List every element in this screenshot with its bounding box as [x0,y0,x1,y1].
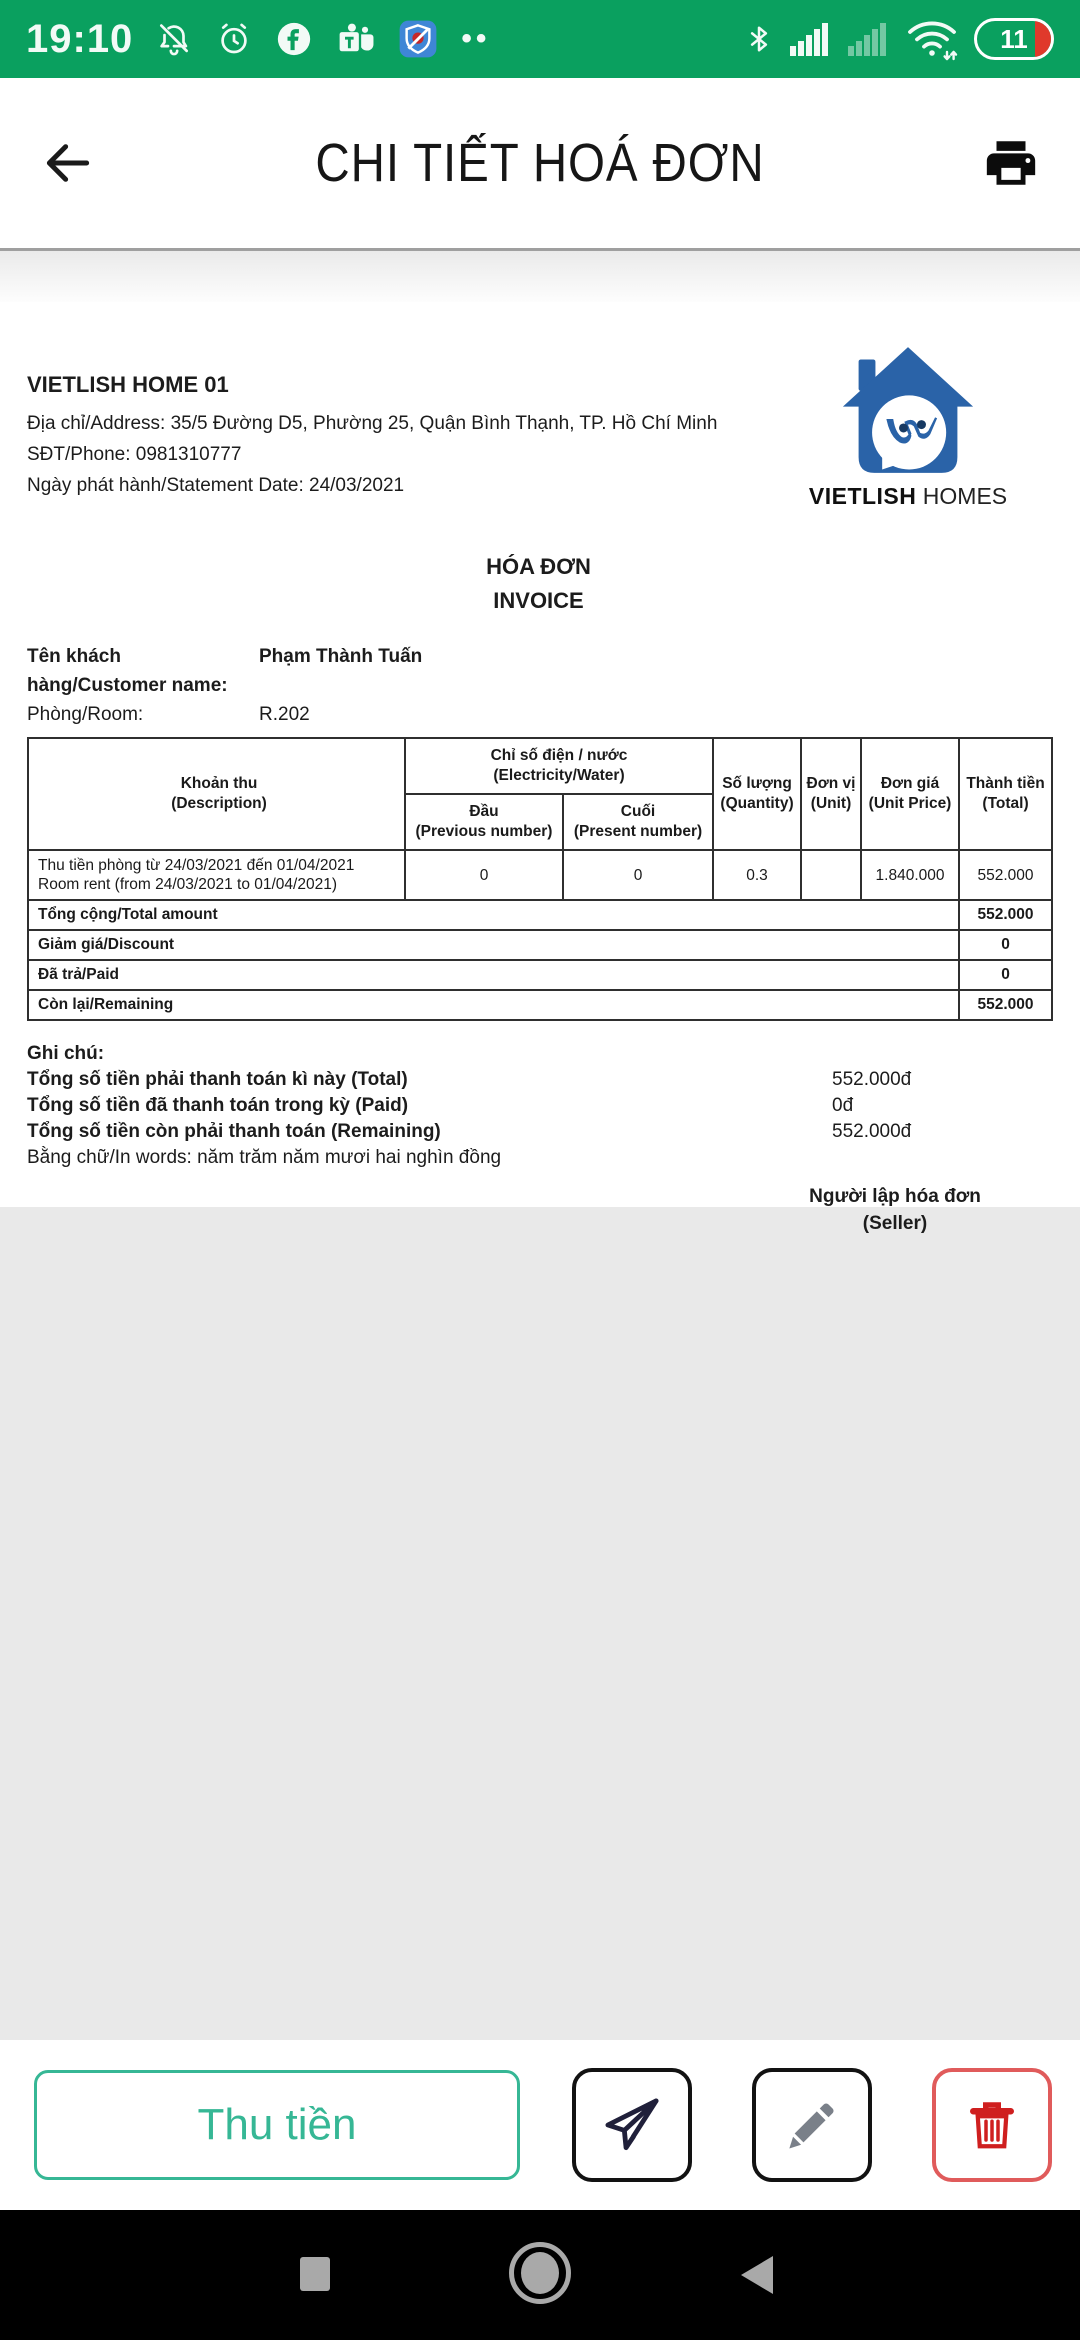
summary-row-total: Tổng cộng/Total amount 552.000 [28,900,1052,930]
row-description: Thu tiền phòng từ 24/03/2021 đến 01/04/2021 Room rent (from 24/03/2021 to 01/04/2021) [28,850,405,900]
note-line-paid: Tổng số tiền đã thanh toán trong kỳ (Paid) 0đ [27,1093,1050,1119]
customer-room-row [27,700,1050,729]
logo-wordmark [802,483,1014,510]
page-title: CHI TIẾT HOÁ ĐƠN [315,133,765,193]
delete-icon [962,2094,1022,2156]
customer-name-row [27,642,1050,700]
summary-row-paid: Đã trả/Paid 0 [28,960,1052,990]
summary-row-remaining: Còn lại/Remaining 552.000 [28,990,1052,1020]
company-info [27,372,802,510]
send-icon [598,2091,666,2159]
row-unit [801,850,861,900]
table-header-row-1 [28,738,1052,794]
customer-room-value: R.202 [259,704,310,725]
house-logo-icon [840,346,976,474]
note-value-remaining: 552.000đ [832,1121,912,1142]
note-value-paid: 0đ [832,1095,854,1116]
seller-title: Người lập hóa đơn [809,1186,981,1207]
col-total: Thành tiền (Total) [959,738,1052,850]
wifi-icon [906,17,958,61]
summary-row-discount: Giảm giá/Discount 0 [28,930,1052,960]
teams-icon [335,20,375,58]
company-phone: SĐT/Phone: 0981310777 [27,444,242,465]
signal-dim-icon [848,20,890,58]
company-logo [802,346,1014,510]
company-name: VIETLISH HOME 01 [27,372,229,397]
note-line-remaining: Tổng số tiền còn phải thanh toán (Remaining) 552.000đ [27,1119,1050,1145]
invoice-title-en: INVOICE [493,588,584,613]
customer-name-value: Phạm Thành Tuấn [259,646,423,667]
app-bar [0,78,1080,248]
logo-brand-light: HOMES [922,483,1008,509]
invoice-table [27,737,1053,1021]
col-description: Khoản thu (Description) [28,738,405,850]
edit-icon [780,2093,844,2157]
customer-room-label: Phòng/Room: [27,704,144,725]
action-bar [6,2040,1074,2210]
facebook-icon [275,20,313,58]
company-header [27,372,1050,510]
recents-square-icon[interactable] [300,2257,330,2291]
col-unit: Đơn vị (Unit) [801,738,861,850]
col-unit-price: Đơn giá (Unit Price) [861,738,959,850]
home-circle-icon[interactable] [509,2242,571,2304]
notes-title: Ghi chú: [27,1043,105,1064]
company-address: Địa chỉ/Address: 35/5 Đường D5, Phường 25, Quận Bình Thạnh, TP. Hồ Chí Minh [27,413,718,434]
notifications-off-icon [155,20,193,58]
customer-block [27,642,1050,729]
send-button[interactable] [572,2068,692,2182]
row-quantity: 0.3 [713,850,801,900]
seller-subtitle: (Seller) [862,1213,928,1234]
invoice-title [27,550,1050,618]
note-line-total: Tổng số tiền phải thanh toán kì này (Total) 552.000đ [27,1067,1050,1093]
delete-button[interactable] [932,2068,1052,2182]
battery-indicator [974,18,1054,60]
battery-low-fill [1035,21,1051,57]
status-bar [0,0,1080,78]
logo-brand-bold: VIETLISH [808,483,917,509]
row-unit-price: 1.840.000 [861,850,959,900]
overflow-dots: •• [461,22,491,55]
back-triangle-icon[interactable] [741,2256,773,2294]
edit-button[interactable] [752,2068,872,2182]
collect-money-button[interactable]: Thu tiền [34,2070,520,2180]
col-meter-group: Chỉ số điện / nước (Electricity/Water) [405,738,713,794]
amount-in-words: Bằng chữ/In words: năm trăm năm mươi hai nghìn đồng [27,1147,502,1168]
app-bar-shadow [0,248,1080,302]
row-previous: 0 [405,850,563,900]
content-background [0,1207,1080,2040]
invoice-document [0,302,1080,1234]
col-previous-number: Đầu (Previous number) [405,794,563,850]
notes-block [27,1041,1050,1171]
table-row [28,850,1052,900]
note-value-total: 552.000đ [832,1069,912,1090]
statement-date: Ngày phát hành/Statement Date: 24/03/2021 [27,475,405,496]
row-total: 552.000 [959,850,1052,900]
action-icon-buttons [572,2068,1052,2182]
col-present-number: Cuối (Present number) [563,794,713,850]
bluetooth-icon [744,19,774,59]
battery-percent: 11 [1000,23,1028,54]
col-quantity: Số lượng (Quantity) [713,738,801,850]
invoice-title-vi: HÓA ĐƠN [486,554,591,579]
antivirus-shield-icon [397,18,439,60]
status-bar-right [744,17,1054,61]
alarm-icon [215,20,253,58]
row-present: 0 [563,850,713,900]
android-nav-bar [0,2210,1080,2340]
customer-name-label: Tên khách hàng/Customer name: [27,646,228,696]
clock-text: 19:10 [26,16,134,61]
status-bar-left [26,17,490,62]
signal-icon [790,20,832,58]
